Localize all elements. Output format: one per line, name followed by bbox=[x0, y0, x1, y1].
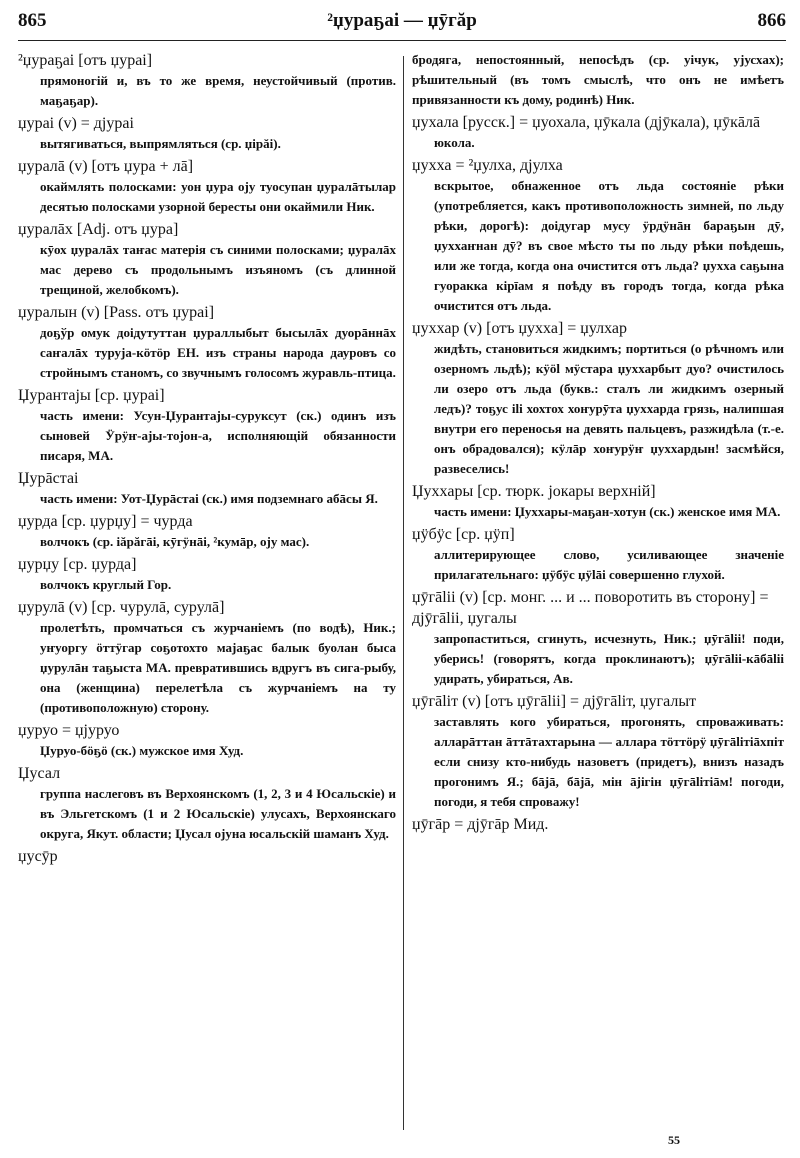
dictionary-entry bbox=[412, 481, 784, 522]
entry-definition: окаймлять полосками: уон џура оју туосупан џуралāтылар десятью полосками узорной бересты они окаймили Ник. bbox=[40, 179, 396, 214]
dictionary-entry bbox=[18, 219, 396, 300]
entry-definition: кӯох џуралāх таҥас матерія съ синими полосками; џуралāх мас дерево съ продольнымъ изъяномъ (съ длинной трещиной, желобкомъ). bbox=[40, 242, 396, 297]
entry-headword: џурулā (v) [ср. чурулā, сурулā] bbox=[18, 599, 225, 616]
dictionary-entry bbox=[412, 155, 784, 316]
dictionary-entry bbox=[412, 587, 784, 689]
entry-definition: Џуруо-бӧҕӧ (ск.) мужское имя Худ. bbox=[40, 743, 244, 758]
page-header bbox=[18, 10, 786, 40]
entry-headword: џӯгālіі (v) [ср. монг. ... и ... поворотить въ сторону] = дјӯгālіі, џугалы bbox=[412, 589, 769, 627]
entry-headword: џуруо = џјуруо bbox=[18, 722, 120, 739]
entry-definition: аллитерирующее слово, усиливающее значеніе прилагательнаго: џӱбӱс џӱlāі совершенно глухой. bbox=[434, 547, 784, 582]
entry-headword: Џурантајы [ср. џураі] bbox=[18, 387, 165, 404]
header-rule bbox=[18, 40, 786, 41]
entry-definition: часть имени: Џуххары-маҕан-хотун (ск.) женское имя МА. bbox=[434, 504, 781, 519]
entry-headword: џӯгāр = дјӯгāр Мид. bbox=[412, 816, 549, 833]
dictionary-entry bbox=[18, 302, 396, 383]
dictionary-entry bbox=[18, 113, 396, 154]
page-number-left: 865 bbox=[18, 10, 47, 31]
entry-definition: волчокъ круглый Гор. bbox=[40, 577, 172, 592]
dictionary-entry bbox=[18, 554, 396, 595]
dictionary-entry bbox=[412, 814, 784, 835]
entry-headword: џусӯр bbox=[18, 848, 58, 865]
dictionary-entry bbox=[18, 156, 396, 217]
entry-definition: прямоногій и, въ то же время, неустойчивый (против. маҕаҕар). bbox=[40, 73, 396, 108]
left-column bbox=[18, 50, 396, 1135]
entry-headword: џурда [ср. џурџу] = чурда bbox=[18, 513, 193, 530]
running-title: ²џураҕаі — џӯгăр bbox=[327, 10, 477, 31]
dictionary-entry bbox=[18, 468, 396, 509]
dictionary-entry bbox=[412, 318, 784, 479]
entry-headword: џуххар (v) [отъ џухха] = џулхар bbox=[412, 320, 628, 337]
entry-headword: џурџу [ср. џурда] bbox=[18, 556, 137, 573]
entry-definition: вытягиваться, выпрямляться (ср. џірăі). bbox=[40, 136, 281, 151]
entry-headword: џӯгālіт (v) [отъ џӯгālіі] = дјӯгālіт, џугалыт bbox=[412, 693, 697, 710]
dictionary-entry bbox=[18, 50, 396, 111]
entry-headword: џураі (v) = дјураі bbox=[18, 115, 134, 132]
entry-definition: волчокъ (ср. іăрăгāі, кӯгӱнāі, ²кумāр, оју мас). bbox=[40, 534, 310, 549]
dictionary-entry bbox=[412, 691, 784, 812]
entry-definition: вскрытое, обнаженное отъ льда состояніе рѣки (употребляется, какъ противоположность зимней, по льду рѣки, дорогѣ): доідугар мусу ӱрдӱнāн бараҕын дӯ, џуххаҥнан дӯ? въ свое мѣсто ты по льду рѣки поѣдешь, или же тогда, когда она очистится отъ льда? џухха саҕына гуоракка кірīам я поѣду въ городъ тогда, когда рѣка очистится отъ льда. bbox=[434, 178, 784, 313]
entry-headword: џуралын (v) [Pass. отъ џураі] bbox=[18, 304, 215, 321]
dictionary-entry bbox=[412, 524, 784, 585]
entry-headword: џуралāх [Adj. отъ џура] bbox=[18, 221, 179, 238]
column-divider bbox=[403, 56, 404, 1130]
entry-headword: џухала [русск.] = џуохала, џӯкала (дјӯкала), џӯкāлā bbox=[412, 114, 761, 131]
entry-definition: жидѣть, становиться жидкимъ; портиться (о рѣчномъ или озерномъ льдѣ); кӱӧl мӱстара џуххарбыт дуо? очистилось ли озеро отъ льда (букв.: сталъ ли жидкимъ озерный ледъ)? тоҕус іlі хохтох хоҥурӯта џуххарда грязь, налипшая внутри его переносья на девять пальцевъ, разжидѣла (т.-е. онъ обрадовался); кӱлāр хоҥурӱҥ џуххардын! засмѣйся, развеселись! bbox=[434, 341, 784, 476]
entry-definition: группа наслеговъ въ Верхоянскомъ (1, 2, 3 и 4 Юсальскіе) и въ Эльгетскомъ (1 и 2 Юсальскіе) улусахъ, Верхоянскаго округа, Якут. области; Џусал ојуна юсальскій шаманъ Худ. bbox=[40, 786, 396, 841]
right-column bbox=[412, 50, 784, 1135]
entry-headword: џухха = ²џулха, дјулха bbox=[412, 157, 563, 174]
signature-mark: 55 bbox=[668, 1133, 680, 1147]
entry-definition: запропаститься, сгинуть, исчезнуть, Ник.; џӯгālіі! поди, уберись! (говорятъ, когда проклинаютъ); џӯгālіі-кāбālіі удирать, убираться, Ав. bbox=[434, 631, 784, 686]
entry-headword: ²џураҕаі [отъ џураі] bbox=[18, 52, 153, 69]
entry-definition: заставлять кого убираться, прогонять, спроваживать: алларāттан āттāтахтарына — аллара тӧттӧрӱ џӯгālітіāхпіт если снизу кто-нибудь назоветъ (придетъ), внизъ назадъ прогонимъ Я.; бāјā, бāјā, мін āјігін џӯгālітіāм! погоди, погоди, я тебя спроважу! bbox=[434, 714, 784, 809]
entry-headword: џуралā (v) [отъ џура + лā] bbox=[18, 158, 194, 175]
dictionary-entry bbox=[412, 50, 784, 110]
entry-continuation: бродяга, непостоянный, непосѣдъ (ср. уічук, ујусхах); рѣшительный (въ томъ смыслѣ, что онъ не имѣетъ привязанности къ дому, родинѣ) Ник. bbox=[412, 52, 784, 107]
dictionary-entry bbox=[18, 511, 396, 552]
dictionary-entry bbox=[18, 385, 396, 466]
entry-definition: пролетѣть, промчаться съ журчаніемъ (по водѣ), Ник.; уҥуоргу ӧттӱгар соҕотохто мајаҕас балык буолан быса џурулāн таҕыста МА. превратившись вдругъ въ сига-рыбу, она (женщина) перелетѣла съ журчаніемъ на ту (противоположную) сторону. bbox=[40, 620, 396, 715]
entry-headword: Џусал bbox=[18, 765, 61, 782]
dictionary-entry bbox=[18, 597, 396, 718]
dictionary-entry bbox=[18, 720, 396, 761]
entry-definition: часть имени: Уот-Џурāстаі (ск.) имя подземнаго абāсы Я. bbox=[40, 491, 378, 506]
dictionary-entry bbox=[412, 112, 784, 153]
entry-headword: Џурāстаі bbox=[18, 470, 79, 487]
entry-headword: џӱбӱс [ср. џӱп] bbox=[412, 526, 515, 543]
entry-definition: юкола. bbox=[434, 135, 475, 150]
page-number-right: 866 bbox=[757, 10, 786, 31]
entry-headword: Џуххары [ср. тюрк. јокары верхній] bbox=[412, 483, 656, 500]
entry-definition: часть имени: Усун-Џурантајы-суруксут (ск.) одинъ изъ сыновей Ӱрӱҥ-ајы-тојон-а, исполняющій обязанности писаря, МА. bbox=[40, 408, 396, 463]
dictionary-entry bbox=[18, 846, 396, 867]
entry-definition: доҕўр омук доідутуттан џураллыбыт бысылāх дуорāннāх саҥалāх туруја-кӧтӧр ЕН. изъ страны народа дауровъ со стройнымъ станомъ, со звучнымъ голосомъ журавль-птица. bbox=[40, 325, 396, 380]
dictionary-entry bbox=[18, 763, 396, 844]
